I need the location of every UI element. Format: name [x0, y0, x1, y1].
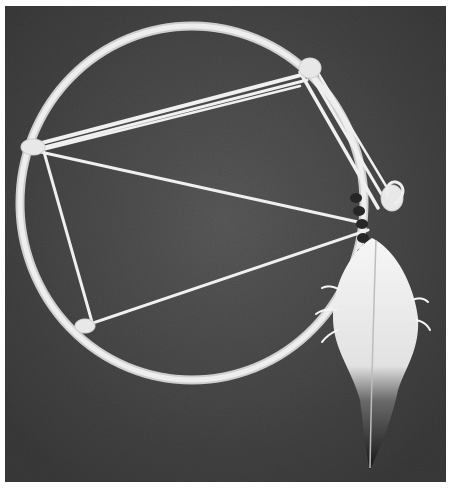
- knot-top-right: [299, 58, 321, 78]
- knot-left: [21, 139, 45, 155]
- bead: [350, 193, 362, 203]
- bead: [356, 219, 368, 229]
- bead: [353, 206, 365, 216]
- knot-bottom-left: [75, 319, 95, 333]
